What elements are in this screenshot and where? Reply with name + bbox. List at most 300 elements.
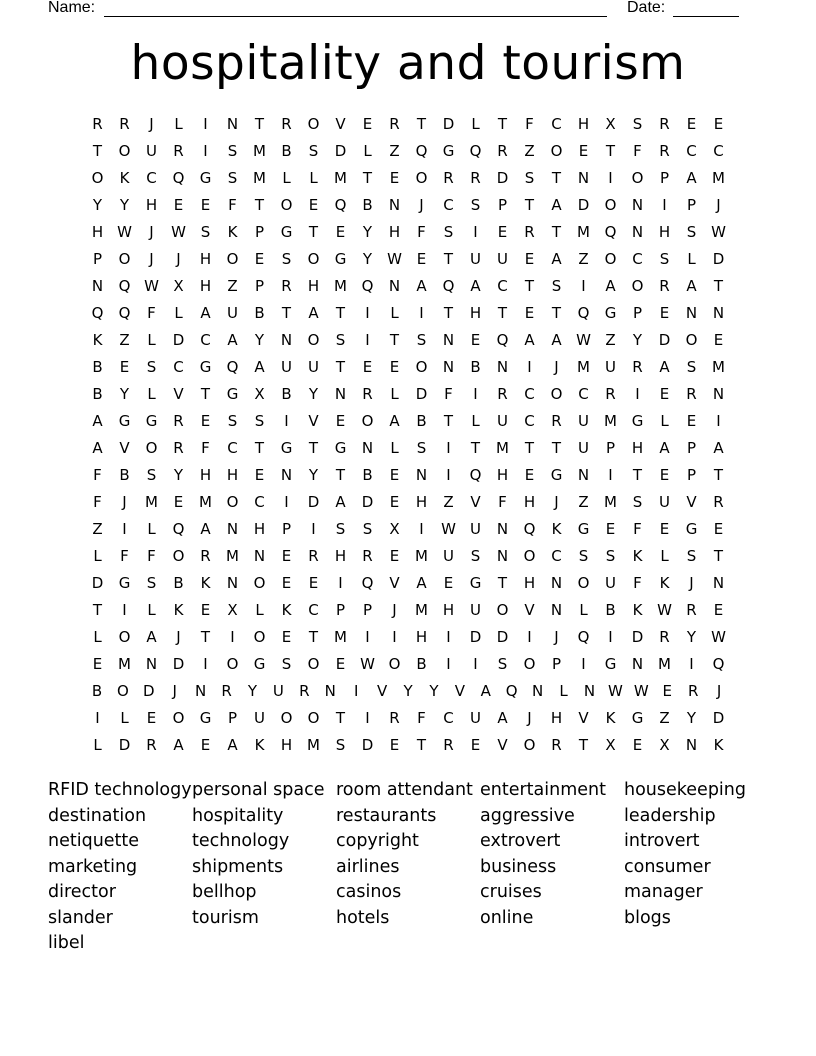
grid-letter: O	[280, 709, 293, 727]
grid-letter: S	[497, 655, 508, 673]
grid-letter: Z	[605, 331, 616, 349]
grid-letter: V	[686, 493, 697, 511]
grid-letter: E	[578, 142, 589, 160]
grid-letter: B	[173, 574, 184, 592]
grid-letter: M	[577, 358, 590, 376]
grid-letter: L	[93, 628, 102, 646]
grid-letter: E	[335, 655, 346, 673]
grid-letter: W	[117, 223, 132, 241]
grid-letter: V	[454, 682, 465, 700]
grid-letter: G	[334, 439, 347, 457]
word-bank-item: copyright	[336, 831, 419, 851]
grid-letter: Q	[712, 655, 725, 673]
grid-letter: I	[365, 331, 370, 349]
grid-letter: A	[713, 439, 724, 457]
grid-letter: M	[334, 277, 347, 295]
grid-row	[84, 597, 732, 624]
grid-letter: I	[446, 466, 451, 484]
grid-letter: T	[92, 601, 103, 619]
grid-letter: V	[308, 412, 319, 430]
grid-letter: I	[311, 520, 316, 538]
grid-letter: C	[686, 142, 697, 160]
grid-letter: S	[227, 412, 238, 430]
grid-letter: T	[551, 223, 562, 241]
grid-letter: L	[255, 601, 264, 619]
grid-letter: S	[362, 520, 373, 538]
grid-letter: S	[632, 493, 643, 511]
grid-letter: J	[176, 628, 181, 646]
grid-row	[84, 327, 732, 354]
grid-letter: G	[577, 520, 590, 538]
grid-letter: L	[660, 547, 669, 565]
grid-letter: K	[254, 736, 265, 754]
grid-letter: N	[550, 601, 563, 619]
grid-letter: G	[334, 250, 347, 268]
grid-letter: H	[280, 736, 293, 754]
grid-letter: G	[280, 439, 293, 457]
grid-letter: M	[415, 547, 428, 565]
grid-letter: T	[470, 439, 481, 457]
grid-letter: F	[633, 142, 642, 160]
grid-letter: A	[254, 358, 265, 376]
grid-letter: J	[554, 493, 559, 511]
grid-letter: Q	[442, 277, 455, 295]
grid-letter: W	[657, 601, 672, 619]
grid-letter: S	[335, 520, 346, 538]
grid-letter: T	[605, 142, 616, 160]
grid-row	[84, 705, 732, 732]
grid-letter: A	[551, 196, 562, 214]
grid-letter: J	[172, 682, 177, 700]
grid-letter: I	[122, 601, 127, 619]
grid-letter: E	[662, 682, 672, 700]
grid-letter: F	[147, 304, 156, 322]
grid-letter: T	[254, 439, 265, 457]
grid-letter: E	[335, 223, 346, 241]
grid-letter: A	[227, 736, 238, 754]
grid-letter: D	[172, 331, 185, 349]
grid-letter: E	[470, 331, 481, 349]
grid-letter: E	[497, 223, 508, 241]
grid-letter: R	[200, 547, 211, 565]
grid-letter: P	[362, 601, 373, 619]
grid-letter: T	[713, 466, 724, 484]
grid-letter: I	[203, 655, 208, 673]
grid-letter: G	[145, 412, 158, 430]
grid-letter: E	[686, 115, 697, 133]
grid-letter: R	[497, 385, 508, 403]
grid-letter: Z	[578, 493, 589, 511]
word-bank-item: casinos	[336, 882, 402, 902]
grid-letter: T	[443, 412, 454, 430]
grid-letter: T	[389, 331, 400, 349]
grid-letter: T	[254, 115, 265, 133]
grid-letter: X	[605, 736, 616, 754]
grid-letter: J	[689, 574, 694, 592]
grid-letter: T	[200, 628, 211, 646]
grid-letter: D	[415, 385, 428, 403]
grid-letter: N	[685, 736, 698, 754]
grid-letter: O	[172, 709, 185, 727]
grid-letter: B	[362, 196, 373, 214]
grid-letter: A	[200, 304, 211, 322]
grid-letter: R	[686, 601, 697, 619]
grid-letter: U	[470, 520, 481, 538]
grid-letter: I	[608, 466, 613, 484]
grid-row	[84, 192, 732, 219]
grid-letter: R	[173, 412, 184, 430]
grid-letter: Z	[119, 331, 130, 349]
grid-letter: N	[685, 304, 698, 322]
grid-letter: S	[227, 142, 238, 160]
grid-letter: I	[527, 628, 532, 646]
grid-letter: A	[92, 439, 103, 457]
grid-letter: O	[604, 250, 617, 268]
grid-letter: M	[496, 439, 509, 457]
grid-letter: P	[632, 304, 643, 322]
grid-letter: T	[254, 196, 265, 214]
grid-letter: N	[631, 655, 644, 673]
grid-letter: N	[388, 196, 401, 214]
grid-letter: N	[91, 277, 104, 295]
grid-letter: R	[362, 547, 373, 565]
grid-letter: F	[417, 709, 426, 727]
grid-letter: N	[583, 682, 596, 700]
grid-letter: S	[335, 736, 346, 754]
grid-letter: B	[416, 412, 427, 430]
grid-letter: I	[95, 709, 100, 727]
grid-row	[84, 651, 732, 678]
grid-letter: G	[631, 412, 644, 430]
grid-letter: E	[389, 466, 400, 484]
grid-letter: I	[446, 655, 451, 673]
grid-letter: N	[361, 439, 374, 457]
grid-letter: A	[659, 358, 670, 376]
grid-letter: L	[363, 142, 372, 160]
grid-letter: E	[389, 358, 400, 376]
grid-letter: W	[711, 628, 726, 646]
grid-letter: E	[443, 574, 454, 592]
grid-letter: T	[416, 736, 427, 754]
grid-letter: I	[716, 412, 721, 430]
grid-letter: T	[443, 304, 454, 322]
grid-letter: N	[253, 547, 266, 565]
grid-letter: W	[576, 331, 591, 349]
grid-letter: M	[118, 655, 131, 673]
grid-letter: I	[581, 655, 586, 673]
grid-letter: Y	[254, 331, 265, 349]
grid-letter: S	[686, 547, 697, 565]
grid-letter: T	[524, 277, 535, 295]
grid-letter: E	[524, 466, 535, 484]
grid-letter: F	[147, 547, 156, 565]
grid-letter: Y	[362, 223, 373, 241]
grid-letter: G	[550, 466, 563, 484]
grid-letter: U	[272, 682, 284, 700]
grid-letter: G	[226, 385, 239, 403]
grid-letter: J	[149, 115, 154, 133]
grid-letter: I	[284, 412, 289, 430]
grid-letter: R	[173, 142, 184, 160]
grid-letter: B	[416, 655, 427, 673]
grid-letter: Y	[686, 628, 697, 646]
grid-letter: D	[658, 331, 671, 349]
grid-letter: Q	[91, 304, 104, 322]
grid-letter: E	[713, 601, 724, 619]
grid-letter: T	[713, 547, 724, 565]
grid-letter: A	[524, 331, 535, 349]
grid-letter: H	[658, 223, 671, 241]
grid-letter: Z	[578, 250, 589, 268]
grid-letter: Q	[469, 466, 482, 484]
grid-letter: E	[173, 493, 184, 511]
grid-letter: O	[523, 655, 536, 673]
grid-letter: I	[365, 304, 370, 322]
grid-letter: O	[253, 574, 266, 592]
grid-letter: Y	[686, 709, 697, 727]
grid-letter: A	[659, 439, 670, 457]
grid-letter: M	[334, 169, 347, 187]
grid-letter: S	[470, 547, 481, 565]
grid-letter: C	[227, 439, 238, 457]
grid-letter: S	[686, 223, 697, 241]
grid-letter: X	[254, 385, 265, 403]
grid-letter: T	[200, 385, 211, 403]
grid-letter: M	[199, 493, 212, 511]
grid-letter: Q	[118, 304, 131, 322]
grid-letter: B	[92, 358, 103, 376]
grid-letter: J	[716, 196, 721, 214]
grid-letter: T	[524, 439, 535, 457]
grid-letter: D	[143, 682, 155, 700]
grid-letter: E	[416, 250, 427, 268]
grid-letter: W	[387, 250, 402, 268]
grid-letter: B	[91, 682, 103, 700]
grid-letter: U	[470, 250, 481, 268]
grid-letter: W	[711, 223, 726, 241]
grid-letter: U	[578, 439, 589, 457]
page-title: hospitality and tourism	[130, 36, 686, 91]
grid-letter: I	[353, 682, 359, 700]
grid-letter: O	[253, 628, 266, 646]
grid-letter: E	[200, 412, 211, 430]
grid-letter: U	[605, 358, 616, 376]
grid-letter: F	[93, 466, 102, 484]
grid-letter: X	[227, 601, 238, 619]
grid-letter: O	[307, 709, 320, 727]
grid-letter: P	[92, 250, 103, 268]
grid-letter: C	[551, 115, 562, 133]
grid-letter: U	[497, 250, 508, 268]
grid-letter: E	[200, 196, 211, 214]
grid-letter: B	[119, 466, 130, 484]
grid-letter: O	[685, 331, 698, 349]
grid-letter: G	[199, 358, 212, 376]
grid-letter: T	[497, 304, 508, 322]
letter-grid	[84, 111, 732, 759]
grid-letter: U	[659, 493, 670, 511]
grid-letter: K	[119, 169, 130, 187]
grid-letter: R	[362, 385, 373, 403]
grid-letter: Y	[308, 466, 319, 484]
grid-letter: E	[200, 736, 211, 754]
grid-letter: A	[686, 169, 697, 187]
grid-letter: H	[91, 223, 104, 241]
grid-letter: M	[415, 601, 428, 619]
grid-letter: M	[604, 412, 617, 430]
grid-letter: D	[91, 574, 104, 592]
name-blank-line[interactable]	[104, 16, 607, 17]
grid-letter: H	[631, 439, 644, 457]
grid-letter: H	[145, 196, 158, 214]
grid-letter: S	[605, 547, 616, 565]
grid-letter: O	[118, 250, 131, 268]
grid-letter: L	[174, 115, 183, 133]
grid-letter: L	[687, 250, 696, 268]
grid-letter: B	[254, 304, 265, 322]
grid-letter: S	[200, 223, 211, 241]
grid-letter: U	[443, 547, 454, 565]
grid-letter: I	[662, 196, 667, 214]
grid-letter: E	[713, 520, 724, 538]
grid-letter: S	[308, 142, 319, 160]
grid-letter: L	[309, 169, 318, 187]
grid-letter: A	[146, 628, 157, 646]
date-blank-line[interactable]	[673, 16, 739, 17]
grid-letter: O	[631, 169, 644, 187]
grid-letter: G	[604, 655, 617, 673]
grid-letter: E	[713, 115, 724, 133]
grid-row	[84, 408, 732, 435]
grid-letter: J	[527, 709, 532, 727]
grid-letter: L	[559, 682, 568, 700]
grid-letter: H	[199, 250, 212, 268]
grid-letter: I	[203, 115, 208, 133]
grid-letter: R	[713, 493, 724, 511]
grid-letter: H	[577, 115, 590, 133]
grid-letter: G	[604, 304, 617, 322]
grid-letter: C	[524, 412, 535, 430]
grid-letter: I	[419, 520, 424, 538]
grid-letter: A	[497, 709, 508, 727]
grid-letter: D	[361, 493, 374, 511]
grid-letter: P	[254, 223, 265, 241]
grid-letter: L	[390, 304, 399, 322]
grid-letter: L	[147, 385, 156, 403]
grid-row	[84, 516, 732, 543]
grid-letter: E	[92, 655, 103, 673]
grid-letter: E	[659, 304, 670, 322]
grid-letter: S	[659, 250, 670, 268]
grid-letter: G	[118, 574, 131, 592]
grid-letter: Z	[92, 520, 103, 538]
grid-letter: P	[227, 709, 238, 727]
grid-letter: S	[416, 439, 427, 457]
grid-letter: E	[335, 412, 346, 430]
grid-letter: J	[122, 493, 127, 511]
grid-letter: N	[388, 277, 401, 295]
grid-letter: C	[497, 277, 508, 295]
grid-letter: Q	[496, 331, 509, 349]
grid-letter: Y	[403, 682, 413, 700]
grid-letter: K	[632, 601, 643, 619]
grid-letter: A	[389, 412, 400, 430]
grid-letter: Z	[524, 142, 535, 160]
grid-letter: C	[254, 493, 265, 511]
grid-letter: M	[334, 628, 347, 646]
grid-letter: S	[470, 196, 481, 214]
grid-letter: A	[551, 331, 562, 349]
date-label: Date:	[627, 0, 666, 16]
grid-letter: Q	[415, 142, 428, 160]
grid-letter: E	[470, 736, 481, 754]
grid-letter: V	[119, 439, 130, 457]
grid-letter: E	[524, 304, 535, 322]
grid-letter: O	[307, 331, 320, 349]
grid-letter: I	[473, 655, 478, 673]
grid-letter: I	[203, 142, 208, 160]
grid-letter: T	[497, 115, 508, 133]
word-bank	[48, 778, 788, 957]
word-bank-item: extrovert	[480, 831, 561, 851]
grid-letter: R	[686, 385, 697, 403]
grid-letter: O	[415, 358, 428, 376]
grid-letter: T	[362, 169, 373, 187]
grid-letter: G	[199, 709, 212, 727]
grid-letter: E	[308, 574, 319, 592]
grid-letter: Q	[523, 520, 536, 538]
grid-letter: R	[443, 736, 454, 754]
grid-letter: H	[523, 493, 536, 511]
grid-letter: I	[365, 709, 370, 727]
grid-letter: Q	[118, 277, 131, 295]
word-bank-item: bellhop	[192, 882, 257, 902]
grid-letter: R	[551, 736, 562, 754]
grid-letter: J	[149, 250, 154, 268]
grid-letter: L	[147, 601, 156, 619]
grid-letter: N	[415, 466, 428, 484]
word-bank-item: shipments	[192, 856, 284, 877]
grid-letter: O	[116, 682, 129, 700]
word-bank-item: entertainment	[480, 780, 606, 800]
grid-letter: N	[712, 304, 725, 322]
grid-letter: B	[92, 385, 103, 403]
grid-letter: L	[120, 709, 129, 727]
grid-letter: K	[659, 574, 670, 592]
grid-row	[84, 435, 732, 462]
grid-letter: K	[605, 709, 616, 727]
grid-letter: D	[469, 628, 482, 646]
grid-letter: V	[376, 682, 388, 700]
grid-letter: Q	[334, 196, 347, 214]
grid-letter: Q	[361, 574, 374, 592]
grid-letter: T	[335, 358, 346, 376]
grid-letter: A	[686, 277, 697, 295]
grid-letter: T	[335, 304, 346, 322]
grid-letter: H	[307, 277, 320, 295]
grid-letter: E	[200, 601, 211, 619]
grid-letter: G	[685, 520, 698, 538]
grid-letter: P	[659, 169, 670, 187]
grid-letter: T	[551, 304, 562, 322]
grid-letter: O	[91, 169, 104, 187]
grid-letter: L	[147, 520, 156, 538]
grid-letter: C	[308, 601, 319, 619]
grid-letter: E	[389, 736, 400, 754]
grid-letter: P	[497, 196, 508, 214]
name-label: Name:	[48, 0, 96, 16]
grid-row	[84, 381, 732, 408]
